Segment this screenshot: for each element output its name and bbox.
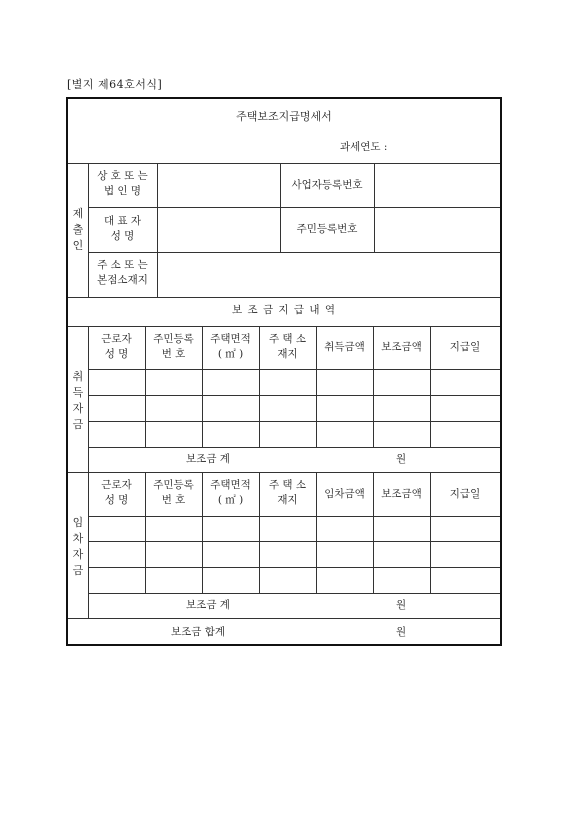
details-header: 보 조 금 지 급 내 역 [231,304,337,316]
representative-label: 대 표 자 성 명 [103,215,142,242]
lease-col-lease-amount: 임차금액 [324,488,365,500]
purchase-subtotal-label: 보조금 계 [186,453,230,465]
company-name-field[interactable] [158,178,278,198]
lease-fund-section-label: 임 차 자 금 [72,516,84,577]
lease-col-payment-date: 지급일 [449,488,481,500]
grand-total-unit: 원 [396,626,407,638]
purchase-col-house-location: 주 택 소 재지 [268,333,307,360]
purchase-fund-section-label: 취 득 자 금 [72,370,84,431]
grand-total-label: 보조금 합계 [170,626,226,638]
purchase-subtotal-unit: 원 [396,453,407,465]
purchase-col-worker-name: 근로자 성 명 [101,333,132,360]
company-name-label: 상 호 또 는 법 인 명 [97,170,148,197]
purchase-col-payment-date: 지급일 [449,341,481,353]
business-reg-label: 사업자등록번호 [291,179,363,191]
lease-col-house-location: 주 택 소 재지 [268,479,307,506]
resident-reg-field[interactable] [375,222,495,242]
representative-field[interactable] [158,222,278,242]
form-title: 주택보조지급명세서 [236,110,332,123]
lease-subtotal-label: 보조금 계 [186,599,230,611]
lease-col-house-area: 주택면적 ( ㎡ ) [210,479,251,506]
address-label: 주 소 또 는 본점소재지 [97,259,148,286]
payment-statement-form [66,97,502,646]
address-field[interactable] [158,266,496,286]
lease-subtotal-unit: 원 [396,599,407,611]
purchase-col-subsidy-amount: 보조금액 [381,341,422,353]
purchase-col-resident-no: 주민등록 번 호 [153,333,194,360]
purchase-col-house-area: 주택면적 ( ㎡ ) [210,333,251,360]
purchase-col-acquisition-amount: 취득금액 [324,341,365,353]
resident-reg-label: 주민등록번호 [296,223,358,235]
lease-col-subsidy-amount: 보조금액 [381,488,422,500]
lease-col-worker-name: 근로자 성 명 [101,479,132,506]
business-reg-field[interactable] [375,178,495,198]
form-number: [별지 제64호서식] [67,78,163,91]
tax-year-label: 과세연도 : [340,141,388,153]
submitter-section-label: 제 출 인 [72,207,84,252]
lease-col-resident-no: 주민등록 번 호 [153,479,194,506]
